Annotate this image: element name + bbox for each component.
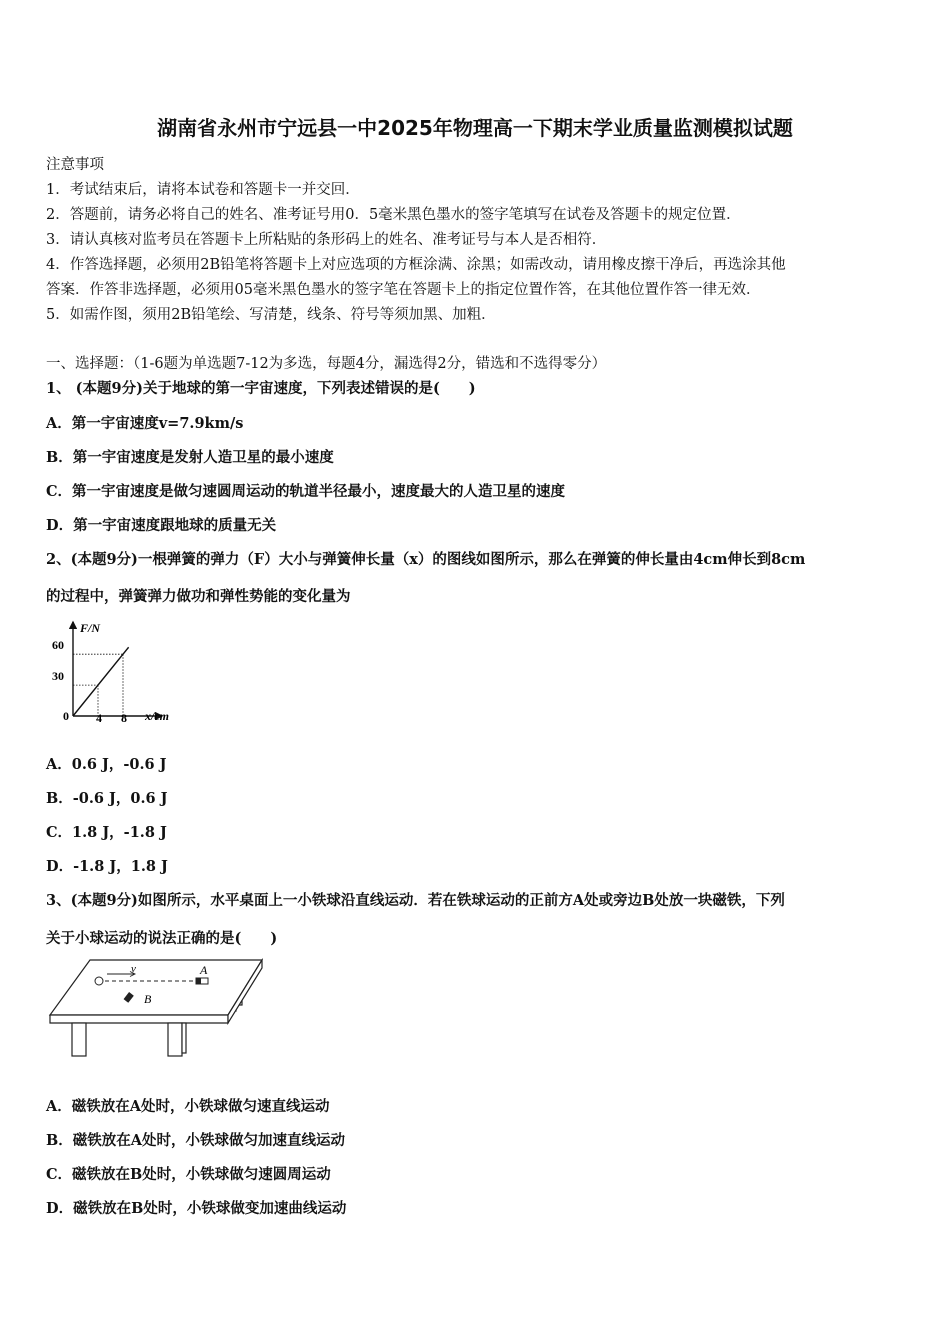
- section-heading: 一、选择题：（1-6题为单选题7-12为多选，每题4分，漏选得2分，错选和不选得零分）: [46, 356, 607, 372]
- point-b-label: B: [144, 992, 152, 1006]
- notice-item: 3．请认真核对监考员在答题卡上所粘贴的条形码上的姓名、准考证号与本人是否相符．: [46, 232, 607, 248]
- page-title: 湖南省永州市宁远县一中2025年物理高一下期末学业质量监测模拟试题: [157, 116, 793, 140]
- notice-heading: 注意事项: [46, 157, 104, 173]
- question-3-option-c: C．磁铁放在B处时，小铁球做匀速圆周运动: [46, 1166, 331, 1183]
- velocity-label: v: [131, 963, 136, 975]
- table-figure: [44, 955, 266, 1061]
- question-2-stem-line2: 的过程中，弹簧弹力做功和弹性势能的变化量为: [46, 588, 351, 605]
- question-1-option-c: C．第一宇宙速度是做匀速圆周运动的轨道半径最小，速度最大的人造卫星的速度: [46, 483, 566, 500]
- x-tick-label: 4: [96, 711, 102, 725]
- y-tick-label: 30: [52, 669, 64, 683]
- question-3-stem-line1: 3、(本题9分)如图所示，水平桌面上一小铁球沿直线运动．若在铁球运动的正前方A处或旁边B处放一块磁铁，下列: [46, 892, 785, 909]
- x-tick-label: 8: [121, 711, 127, 725]
- question-2-option-b: B．-0.6 J，0.6 J: [46, 790, 168, 807]
- question-1-option-b: B．第一宇宙速度是发射人造卫星的最小速度: [46, 449, 334, 466]
- notice-item: 5．如需作图，须用2B铅笔绘、写清楚，线条、符号等须加黑、加粗．: [46, 307, 496, 323]
- notice-item: 4．作答选择题，必须用2B铅笔将答题卡上对应选项的方框涂满、涂黑；如需改动，请用橡皮擦干净后，再选涂其他: [46, 257, 786, 273]
- question-2-option-a: A．0.6 J，-0.6 J: [46, 756, 167, 773]
- y-tick-label: 60: [52, 638, 64, 652]
- table-leg: [168, 1023, 182, 1056]
- table-top-front: [50, 1015, 228, 1023]
- iron-ball: [95, 977, 103, 985]
- table-leg: [72, 1023, 86, 1056]
- x-axis-label: x/cm: [145, 709, 169, 723]
- question-2-option-d: D．-1.8 J，1.8 J: [46, 858, 168, 875]
- notice-item: 答案．作答非选择题，必须用05毫米黑色墨水的签字笔在答题卡上的指定位置作答，在其他位置作答一律无效．: [46, 282, 761, 298]
- question-2-stem-line1: 2、(本题9分)一根弹簧的弹力（F）大小与弹簧伸长量（x）的图线如图所示，那么在弹簧的伸长量由4cm伸长到8cm: [46, 551, 806, 568]
- table-leg: [182, 1023, 186, 1053]
- table-top: [50, 960, 262, 1015]
- series-line: [73, 647, 129, 716]
- point-a-label: A: [200, 963, 208, 977]
- notice-item: 1．考试结束后，请将本试卷和答题卡一并交回．: [46, 182, 360, 198]
- question-3-option-b: B．磁铁放在A处时，小铁球做匀加速直线运动: [46, 1132, 346, 1149]
- question-1-stem: 1、 (本题9分)关于地球的第一宇宙速度，下列表述错误的是( ): [46, 380, 476, 397]
- notice-item: 2．答题前，请务必将自己的姓名、准考证号用0．5毫米黑色墨水的签字笔填写在试卷及答题卡的规定位置．: [46, 207, 741, 223]
- question-3-stem-line2: 关于小球运动的说法正确的是( ): [46, 930, 278, 947]
- origin-label: 0: [63, 709, 69, 723]
- question-3-option-d: D．磁铁放在B处时，小铁球做变加速曲线运动: [46, 1200, 347, 1217]
- y-axis-label: F/N: [80, 621, 101, 635]
- question-1-option-a: A．第一宇宙速度v=7.9km/s: [46, 415, 244, 432]
- force-extension-graph: [44, 616, 184, 728]
- question-3-option-a: A．磁铁放在A处时，小铁球做匀速直线运动: [46, 1098, 330, 1115]
- question-1-option-d: D．第一宇宙速度跟地球的质量无关: [46, 517, 277, 534]
- question-2-option-c: C．1.8 J，-1.8 J: [46, 824, 167, 841]
